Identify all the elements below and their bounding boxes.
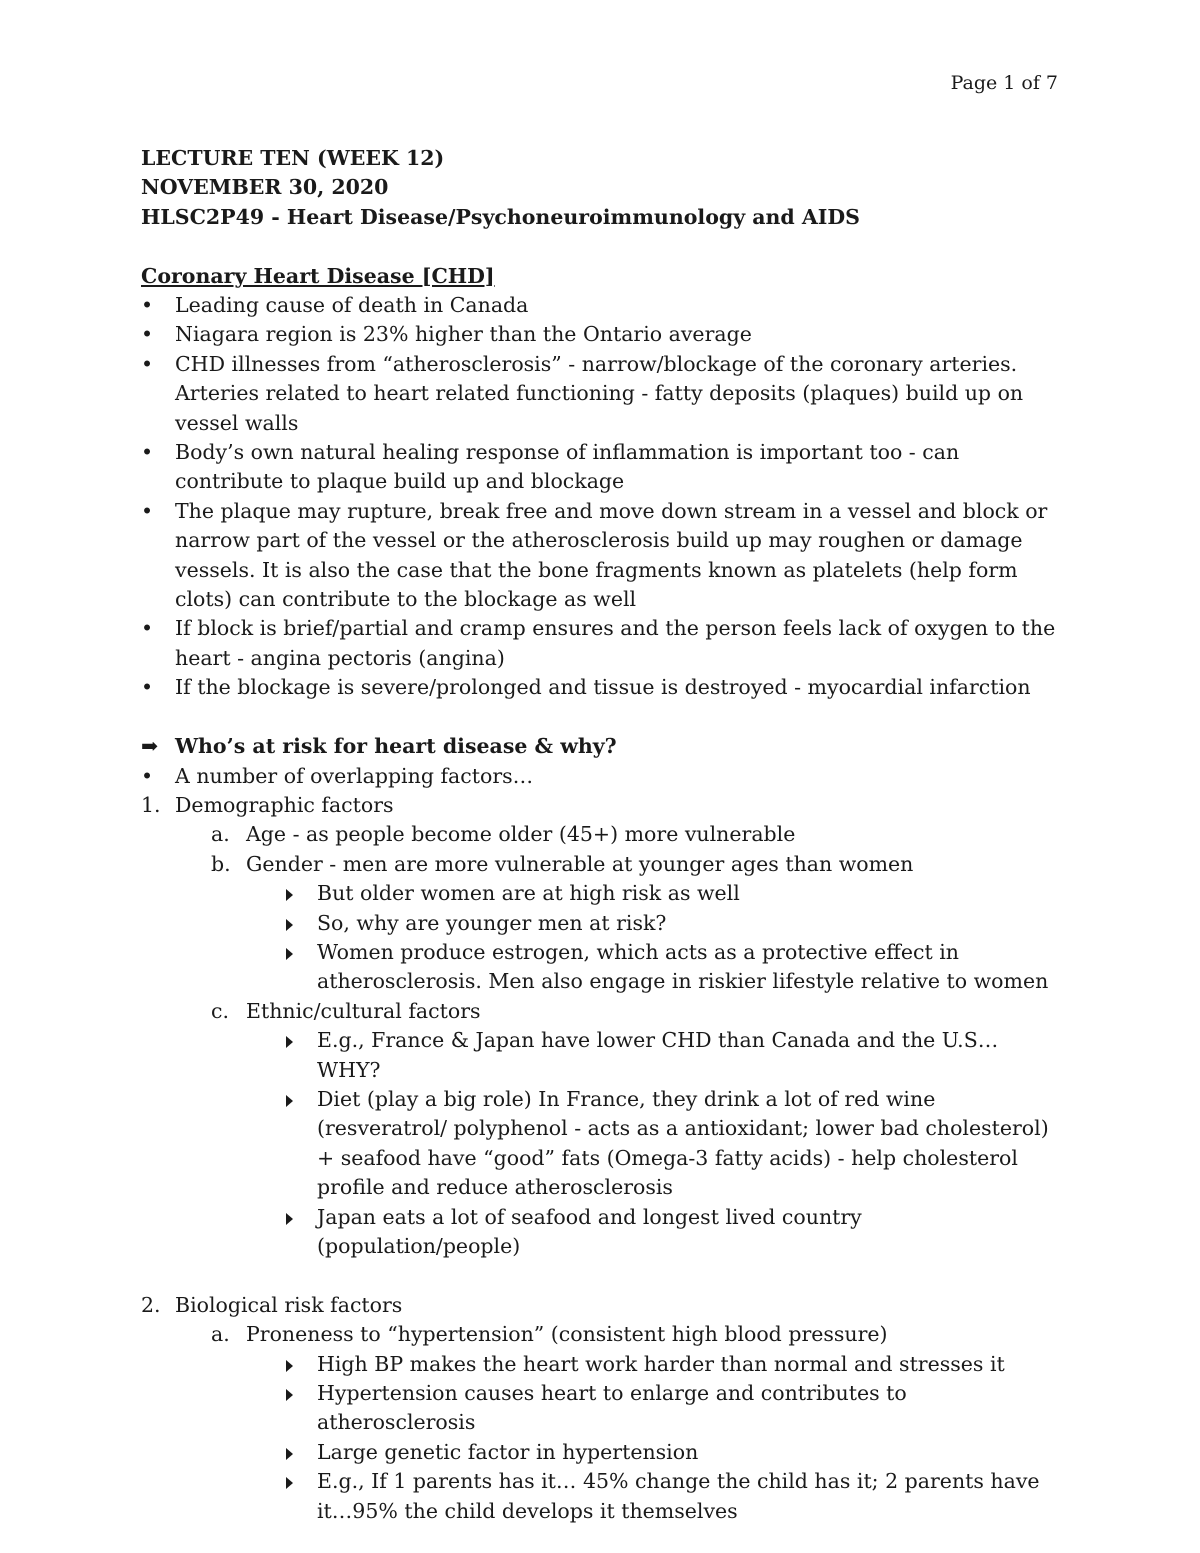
chd-bullet-list	[141, 291, 1066, 703]
risk-question-text: Who’s at risk for heart disease & why?	[175, 734, 617, 759]
list-item: • The plaque may rupture, break free and move down stream in a vessel and block or narrow part of the vessel or the atherosclerosis build up may roughen or damage vessels. It is also the case that the bone fragments known as platelets (help form clots) can contribute to the blockage as well	[141, 498, 1048, 612]
list-item: Diet (play a big role) In France, they drink a lot of red wine (resveratrol/ polyphenol - acts as a antioxidant; lower bad cholesterol) + seafood have “good” fats (Omega-3 fatty acids) - help cholesterol profile and reduce atherosclerosis	[282, 1085, 1066, 1203]
list-item: Women produce estrogen, which acts as a protective effect in atherosclerosis. Men also engage in riskier lifestyle relative to women	[282, 938, 1066, 997]
list-item: • If block is brief/partial and cramp ensures and the person feels lack of oxygen to the heart - angina pectoris (angina)	[141, 616, 1056, 670]
bullet-marker: •	[141, 293, 154, 318]
course-title: HLSC2P49 - Heart Disease/Psychoneuroimmunology and AIDS	[141, 204, 860, 229]
list-item: • A number of overlapping factors…	[141, 762, 1066, 791]
triangle-bullet-icon	[286, 889, 293, 901]
list-item: • Body’s own natural healing response of inflammation is important too - can contribute to plaque build up and blockage	[141, 440, 960, 494]
bullet-marker: •	[141, 675, 154, 700]
triangle-bullet-icon	[286, 1213, 293, 1225]
document-body	[141, 144, 1066, 1526]
list-item: Hypertension causes heart to enlarge and contributes to atherosclerosis	[282, 1379, 1066, 1438]
lecture-title: LECTURE TEN (WEEK 12)	[141, 146, 445, 170]
triangle-bullet-icon	[286, 919, 293, 931]
sub-item-gender: b. Gender - men are more vulnerable at younger ages than women	[211, 851, 914, 876]
list-item: • Leading cause of death in Canada	[141, 291, 1066, 320]
section-title-chd: Coronary Heart Disease [CHD]	[141, 263, 495, 288]
sub-item-hypertension: a. Proneness to “hypertension” (consistent high blood pressure)	[211, 1322, 888, 1347]
list-item: Japan eats a lot of seafood and longest lived country (population/people)	[282, 1203, 1066, 1262]
sub-item-age: a. Age - as people become older (45+) more vulnerable	[211, 822, 796, 847]
bullet-marker: •	[141, 351, 154, 376]
list-item: But older women are at high risk as well	[282, 879, 1066, 908]
triangle-bullet-icon	[286, 1095, 293, 1107]
list-item: • CHD illnesses from “atherosclerosis” - narrow/blockage of the coronary arteries. Arteries related to heart related functioning - fatty deposits (plaques) build up on vessel walls	[141, 351, 1024, 435]
arrow-right-icon: ➡	[141, 734, 159, 759]
list-item: E.g., If 1 parents has it… 45% change the child has it; 2 parents have it…95% the child develops it themselves	[282, 1467, 1066, 1526]
list-item: • If the blockage is severe/prolonged and tissue is destroyed - myocardial infarction	[141, 673, 1066, 702]
bullet-marker: •	[141, 498, 154, 523]
triangle-bullet-icon	[286, 1448, 293, 1460]
list-item: So, why are younger men at risk?	[282, 909, 1066, 938]
bullet-marker: •	[141, 322, 154, 347]
triangle-bullet-icon	[286, 948, 293, 960]
numbered-item-biological: 2. Biological risk factors	[141, 1292, 403, 1317]
sub-item-ethnic: c. Ethnic/cultural factors	[211, 998, 481, 1023]
bullet-marker: •	[141, 763, 154, 788]
list-item: Large genetic factor in hypertension	[282, 1438, 1066, 1467]
triangle-bullet-icon	[286, 1360, 293, 1372]
risk-question	[141, 732, 1066, 761]
triangle-bullet-icon	[286, 1389, 293, 1401]
bullet-marker: •	[141, 440, 154, 465]
lecture-date: NOVEMBER 30, 2020	[141, 175, 389, 200]
list-item: High BP makes the heart work harder than normal and stresses it	[282, 1350, 1066, 1379]
list-item: E.g., France & Japan have lower CHD than Canada and the U.S… WHY?	[282, 1026, 1066, 1085]
page-number: Page 1 of 7	[950, 72, 1058, 94]
triangle-bullet-icon	[286, 1036, 293, 1048]
list-item: • Niagara region is 23% higher than the Ontario average	[141, 320, 1066, 349]
numbered-item-demographic: 1. Demographic factors	[141, 792, 394, 817]
bullet-marker: •	[141, 616, 154, 641]
triangle-bullet-icon	[286, 1477, 293, 1489]
